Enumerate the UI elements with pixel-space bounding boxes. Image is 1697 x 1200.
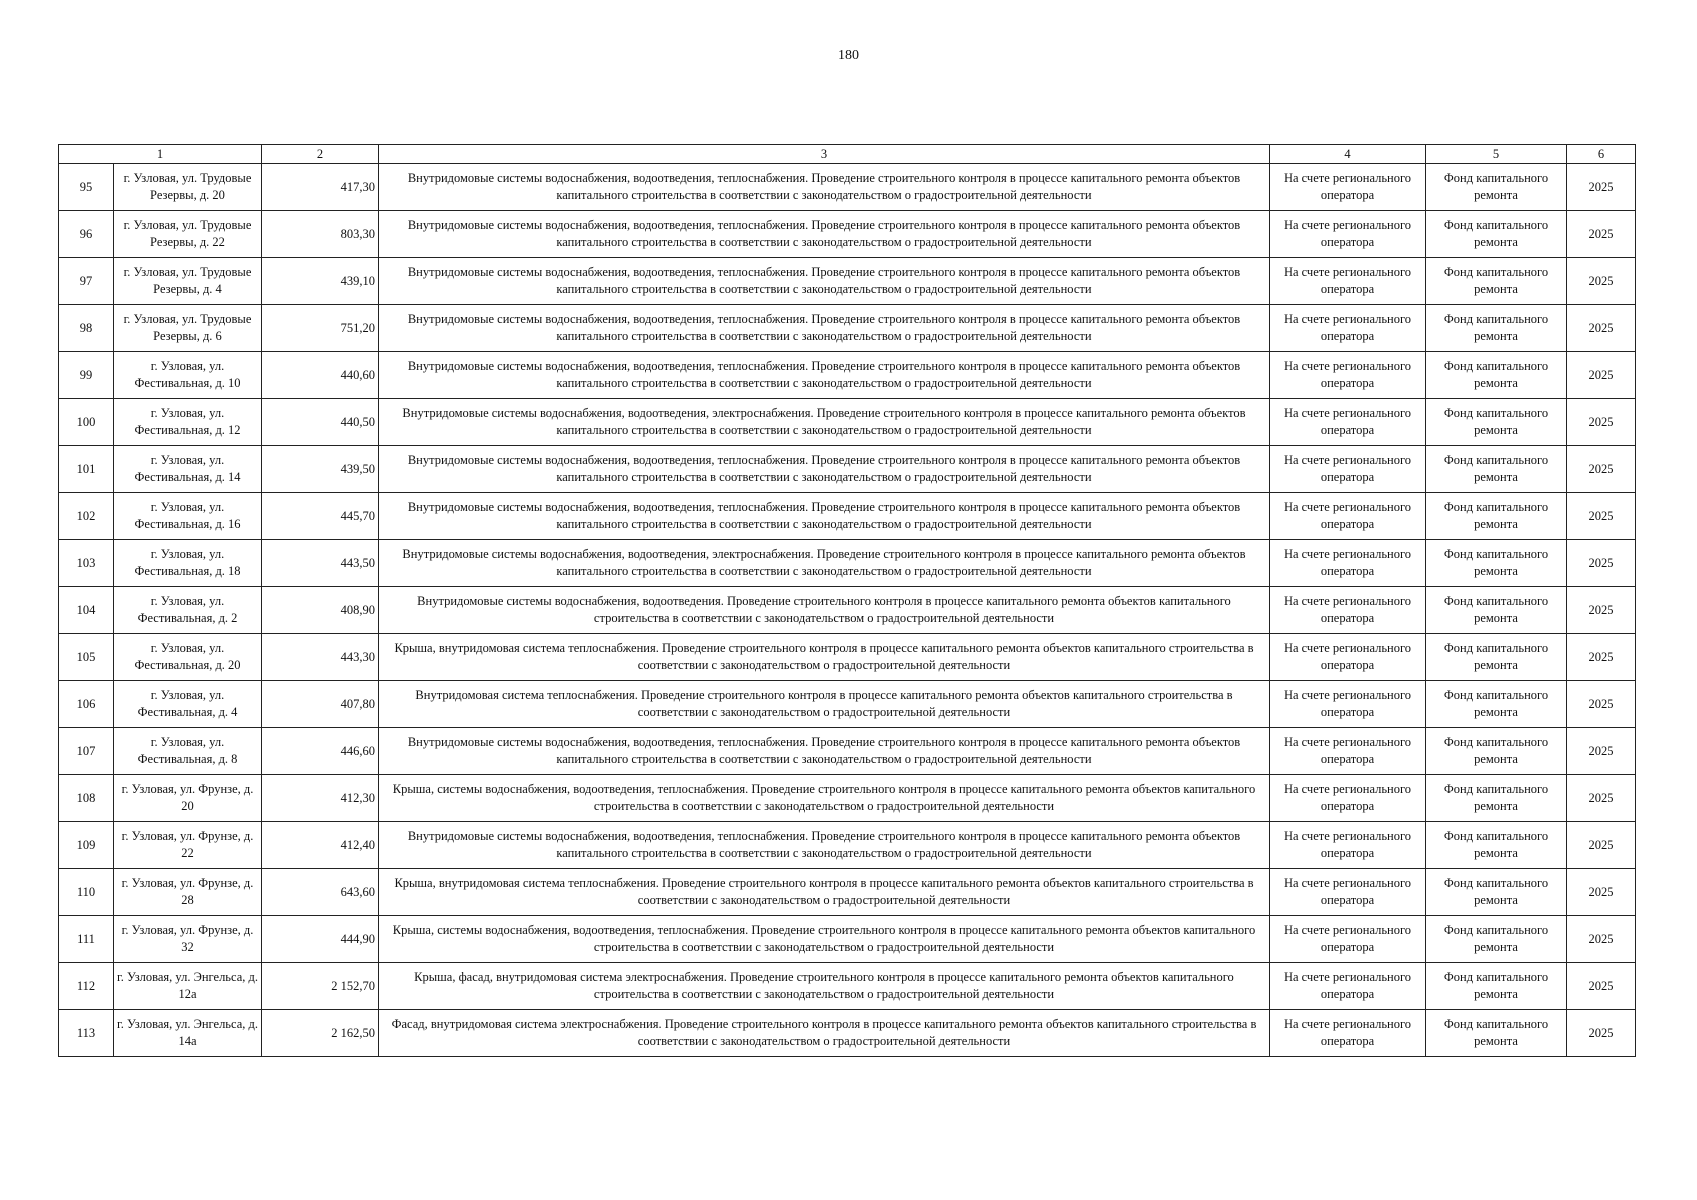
row-number: 109 xyxy=(59,822,114,869)
area-cell: 2 152,70 xyxy=(262,963,379,1010)
year-cell: 2025 xyxy=(1567,963,1636,1010)
table-row xyxy=(59,916,1636,963)
funding-source-cell: Фонд капитального ремонта xyxy=(1426,446,1567,493)
address-cell: г. Узловая, ул. Фестивальная, д. 12 xyxy=(114,399,262,446)
funding-source-cell: Фонд капитального ремонта xyxy=(1426,728,1567,775)
header-col-6: 6 xyxy=(1567,145,1636,164)
year-cell: 2025 xyxy=(1567,211,1636,258)
address-cell: г. Узловая, ул. Фестивальная, д. 8 xyxy=(114,728,262,775)
row-number: 112 xyxy=(59,963,114,1010)
funding-source-cell: Фонд капитального ремонта xyxy=(1426,963,1567,1010)
address-cell: г. Узловая, ул. Фестивальная, д. 16 xyxy=(114,493,262,540)
year-cell: 2025 xyxy=(1567,540,1636,587)
row-number: 103 xyxy=(59,540,114,587)
address-cell: г. Узловая, ул. Фестивальная, д. 18 xyxy=(114,540,262,587)
address-cell: г. Узловая, ул. Трудовые Резервы, д. 20 xyxy=(114,164,262,211)
account-cell: На счете регионального оператора xyxy=(1270,728,1426,775)
address-cell: г. Узловая, ул. Фестивальная, д. 14 xyxy=(114,446,262,493)
account-cell: На счете регионального оператора xyxy=(1270,399,1426,446)
funding-source-cell: Фонд капитального ремонта xyxy=(1426,681,1567,728)
table-row xyxy=(59,493,1636,540)
works-cell: Крыша, системы водоснабжения, водоотведения, теплоснабжения. Проведение строительного контроля в процессе капитального ремонта объектов капитального строительства в соответствии с законодательством о градостроительной деятельности xyxy=(379,775,1270,822)
address-cell: г. Узловая, ул. Фрунзе, д. 28 xyxy=(114,869,262,916)
row-number: 101 xyxy=(59,446,114,493)
works-cell: Внутридомовые системы водоснабжения, водоотведения, теплоснабжения. Проведение строительного контроля в процессе капитального ремонта объектов капитального строительства в соответствии с законодательством о градостроительной деятельности xyxy=(379,493,1270,540)
area-cell: 444,90 xyxy=(262,916,379,963)
row-number: 99 xyxy=(59,352,114,399)
table-row xyxy=(59,728,1636,775)
area-cell: 407,80 xyxy=(262,681,379,728)
account-cell: На счете регионального оператора xyxy=(1270,822,1426,869)
area-cell: 408,90 xyxy=(262,587,379,634)
funding-source-cell: Фонд капитального ремонта xyxy=(1426,164,1567,211)
area-cell: 443,50 xyxy=(262,540,379,587)
row-number: 108 xyxy=(59,775,114,822)
works-cell: Крыша, внутридомовая система теплоснабжения. Проведение строительного контроля в процессе капитального ремонта объектов капитального строительства в соответствии с законодательством о градостроительной деятельности xyxy=(379,634,1270,681)
table-body xyxy=(59,164,1636,1057)
address-cell: г. Узловая, ул. Фестивальная, д. 10 xyxy=(114,352,262,399)
account-cell: На счете регионального оператора xyxy=(1270,258,1426,305)
area-cell: 440,60 xyxy=(262,352,379,399)
table-row xyxy=(59,775,1636,822)
year-cell: 2025 xyxy=(1567,728,1636,775)
table-row xyxy=(59,211,1636,258)
row-number: 110 xyxy=(59,869,114,916)
account-cell: На счете регионального оператора xyxy=(1270,1010,1426,1057)
table-row xyxy=(59,681,1636,728)
repair-plan-table xyxy=(58,144,1636,1057)
table-row xyxy=(59,258,1636,305)
header-col-3: 3 xyxy=(379,145,1270,164)
table-row xyxy=(59,352,1636,399)
address-cell: г. Узловая, ул. Энгельса, д. 12а xyxy=(114,963,262,1010)
account-cell: На счете регионального оператора xyxy=(1270,681,1426,728)
works-cell: Внутридомовые системы водоснабжения, водоотведения, теплоснабжения. Проведение строительного контроля в процессе капитального ремонта объектов капитального строительства в соответствии с законодательством о градостроительной деятельности xyxy=(379,258,1270,305)
year-cell: 2025 xyxy=(1567,305,1636,352)
account-cell: На счете регионального оператора xyxy=(1270,493,1426,540)
row-number: 96 xyxy=(59,211,114,258)
funding-source-cell: Фонд капитального ремонта xyxy=(1426,258,1567,305)
header-col-5: 5 xyxy=(1426,145,1567,164)
table-row xyxy=(59,399,1636,446)
works-cell: Внутридомовые системы водоснабжения, водоотведения. Проведение строительного контроля в процессе капитального ремонта объектов капитального строительства в соответствии с законодательством о градостроительной деятельности xyxy=(379,587,1270,634)
works-cell: Крыша, внутридомовая система теплоснабжения. Проведение строительного контроля в процессе капитального ремонта объектов капитального строительства в соответствии с законодательством о градостроительной деятельности xyxy=(379,869,1270,916)
account-cell: На счете регионального оператора xyxy=(1270,634,1426,681)
year-cell: 2025 xyxy=(1567,916,1636,963)
row-number: 113 xyxy=(59,1010,114,1057)
table-row xyxy=(59,822,1636,869)
account-cell: На счете регионального оператора xyxy=(1270,869,1426,916)
works-cell: Внутридомовые системы водоснабжения, водоотведения, теплоснабжения. Проведение строительного контроля в процессе капитального ремонта объектов капитального строительства в соответствии с законодательством о градостроительной деятельности xyxy=(379,305,1270,352)
year-cell: 2025 xyxy=(1567,352,1636,399)
works-cell: Внутридомовые системы водоснабжения, водоотведения, электроснабжения. Проведение строительного контроля в процессе капитального ремонта объектов капитального строительства в соответствии с законодательством о градостроительной деятельности xyxy=(379,540,1270,587)
year-cell: 2025 xyxy=(1567,399,1636,446)
table-row xyxy=(59,963,1636,1010)
works-cell: Внутридомовые системы водоснабжения, водоотведения, теплоснабжения. Проведение строительного контроля в процессе капитального ремонта объектов капитального строительства в соответствии с законодательством о градостроительной деятельности xyxy=(379,728,1270,775)
year-cell: 2025 xyxy=(1567,446,1636,493)
address-cell: г. Узловая, ул. Фестивальная, д. 20 xyxy=(114,634,262,681)
table-row xyxy=(59,305,1636,352)
address-cell: г. Узловая, ул. Фрунзе, д. 22 xyxy=(114,822,262,869)
address-cell: г. Узловая, ул. Фестивальная, д. 4 xyxy=(114,681,262,728)
area-cell: 751,20 xyxy=(262,305,379,352)
area-cell: 412,40 xyxy=(262,822,379,869)
year-cell: 2025 xyxy=(1567,493,1636,540)
row-number: 107 xyxy=(59,728,114,775)
funding-source-cell: Фонд капитального ремонта xyxy=(1426,399,1567,446)
year-cell: 2025 xyxy=(1567,869,1636,916)
year-cell: 2025 xyxy=(1567,775,1636,822)
year-cell: 2025 xyxy=(1567,258,1636,305)
funding-source-cell: Фонд капитального ремонта xyxy=(1426,352,1567,399)
funding-source-cell: Фонд капитального ремонта xyxy=(1426,634,1567,681)
funding-source-cell: Фонд капитального ремонта xyxy=(1426,540,1567,587)
row-number: 97 xyxy=(59,258,114,305)
table-row xyxy=(59,540,1636,587)
area-cell: 417,30 xyxy=(262,164,379,211)
account-cell: На счете регионального оператора xyxy=(1270,211,1426,258)
area-cell: 443,30 xyxy=(262,634,379,681)
header-col-4: 4 xyxy=(1270,145,1426,164)
page-number: 180 xyxy=(838,48,859,63)
address-cell: г. Узловая, ул. Фрунзе, д. 32 xyxy=(114,916,262,963)
year-cell: 2025 xyxy=(1567,681,1636,728)
area-cell: 439,10 xyxy=(262,258,379,305)
area-cell: 412,30 xyxy=(262,775,379,822)
area-cell: 439,50 xyxy=(262,446,379,493)
area-cell: 445,70 xyxy=(262,493,379,540)
table-row xyxy=(59,634,1636,681)
funding-source-cell: Фонд капитального ремонта xyxy=(1426,775,1567,822)
address-cell: г. Узловая, ул. Энгельса, д. 14а xyxy=(114,1010,262,1057)
address-cell: г. Узловая, ул. Трудовые Резервы, д. 4 xyxy=(114,258,262,305)
table-header-row xyxy=(59,145,1636,164)
area-cell: 643,60 xyxy=(262,869,379,916)
account-cell: На счете регионального оператора xyxy=(1270,352,1426,399)
table-row xyxy=(59,164,1636,211)
works-cell: Внутридомовые системы водоснабжения, водоотведения, теплоснабжения. Проведение строительного контроля в процессе капитального ремонта объектов капитального строительства в соответствии с законодательством о градостроительной деятельности xyxy=(379,164,1270,211)
account-cell: На счете регионального оператора xyxy=(1270,916,1426,963)
funding-source-cell: Фонд капитального ремонта xyxy=(1426,493,1567,540)
works-cell: Внутридомовые системы водоснабжения, водоотведения, теплоснабжения. Проведение строительного контроля в процессе капитального ремонта объектов капитального строительства в соответствии с законодательством о градостроительной деятельности xyxy=(379,822,1270,869)
address-cell: г. Узловая, ул. Трудовые Резервы, д. 22 xyxy=(114,211,262,258)
works-cell: Внутридомовая система теплоснабжения. Проведение строительного контроля в процессе капитального ремонта объектов капитального строительства в соответствии с законодательством о градостроительной деятельности xyxy=(379,681,1270,728)
works-cell: Крыша, фасад, внутридомовая система электроснабжения. Проведение строительного контроля в процессе капитального ремонта объектов капитального строительства в соответствии с законодательством о градостроительной деятельности xyxy=(379,963,1270,1010)
address-cell: г. Узловая, ул. Фестивальная, д. 2 xyxy=(114,587,262,634)
year-cell: 2025 xyxy=(1567,587,1636,634)
funding-source-cell: Фонд капитального ремонта xyxy=(1426,587,1567,634)
area-cell: 440,50 xyxy=(262,399,379,446)
row-number: 95 xyxy=(59,164,114,211)
area-cell: 2 162,50 xyxy=(262,1010,379,1057)
account-cell: На счете регионального оператора xyxy=(1270,446,1426,493)
works-cell: Внутридомовые системы водоснабжения, водоотведения, теплоснабжения. Проведение строительного контроля в процессе капитального ремонта объектов капитального строительства в соответствии с законодательством о градостроительной деятельности xyxy=(379,446,1270,493)
works-cell: Крыша, системы водоснабжения, водоотведения, теплоснабжения. Проведение строительного контроля в процессе капитального ремонта объектов капитального строительства в соответствии с законодательством о градостроительной деятельности xyxy=(379,916,1270,963)
funding-source-cell: Фонд капитального ремонта xyxy=(1426,1010,1567,1057)
account-cell: На счете регионального оператора xyxy=(1270,540,1426,587)
table-row xyxy=(59,446,1636,493)
account-cell: На счете регионального оператора xyxy=(1270,305,1426,352)
table-row xyxy=(59,869,1636,916)
area-cell: 446,60 xyxy=(262,728,379,775)
works-cell: Внутридомовые системы водоснабжения, водоотведения, теплоснабжения. Проведение строительного контроля в процессе капитального ремонта объектов капитального строительства в соответствии с законодательством о градостроительной деятельности xyxy=(379,211,1270,258)
works-cell: Фасад, внутридомовая система электроснабжения. Проведение строительного контроля в процессе капитального ремонта объектов капитального строительства в соответствии с законодательством о градостроительной деятельности xyxy=(379,1010,1270,1057)
header-col-1: 1 xyxy=(59,145,262,164)
table-row xyxy=(59,1010,1636,1057)
header-col-2: 2 xyxy=(262,145,379,164)
funding-source-cell: Фонд капитального ремонта xyxy=(1426,822,1567,869)
row-number: 102 xyxy=(59,493,114,540)
account-cell: На счете регионального оператора xyxy=(1270,587,1426,634)
funding-source-cell: Фонд капитального ремонта xyxy=(1426,211,1567,258)
row-number: 105 xyxy=(59,634,114,681)
funding-source-cell: Фонд капитального ремонта xyxy=(1426,305,1567,352)
address-cell: г. Узловая, ул. Фрунзе, д. 20 xyxy=(114,775,262,822)
row-number: 100 xyxy=(59,399,114,446)
row-number: 104 xyxy=(59,587,114,634)
account-cell: На счете регионального оператора xyxy=(1270,164,1426,211)
table-row xyxy=(59,587,1636,634)
works-cell: Внутридомовые системы водоснабжения, водоотведения, теплоснабжения. Проведение строительного контроля в процессе капитального ремонта объектов капитального строительства в соответствии с законодательством о градостроительной деятельности xyxy=(379,352,1270,399)
area-cell: 803,30 xyxy=(262,211,379,258)
row-number: 98 xyxy=(59,305,114,352)
year-cell: 2025 xyxy=(1567,822,1636,869)
works-cell: Внутридомовые системы водоснабжения, водоотведения, электроснабжения. Проведение строительного контроля в процессе капитального ремонта объектов капитального строительства в соответствии с законодательством о градостроительной деятельности xyxy=(379,399,1270,446)
funding-source-cell: Фонд капитального ремонта xyxy=(1426,869,1567,916)
account-cell: На счете регионального оператора xyxy=(1270,963,1426,1010)
year-cell: 2025 xyxy=(1567,634,1636,681)
row-number: 106 xyxy=(59,681,114,728)
account-cell: На счете регионального оператора xyxy=(1270,775,1426,822)
year-cell: 2025 xyxy=(1567,1010,1636,1057)
address-cell: г. Узловая, ул. Трудовые Резервы, д. 6 xyxy=(114,305,262,352)
year-cell: 2025 xyxy=(1567,164,1636,211)
funding-source-cell: Фонд капитального ремонта xyxy=(1426,916,1567,963)
row-number: 111 xyxy=(59,916,114,963)
